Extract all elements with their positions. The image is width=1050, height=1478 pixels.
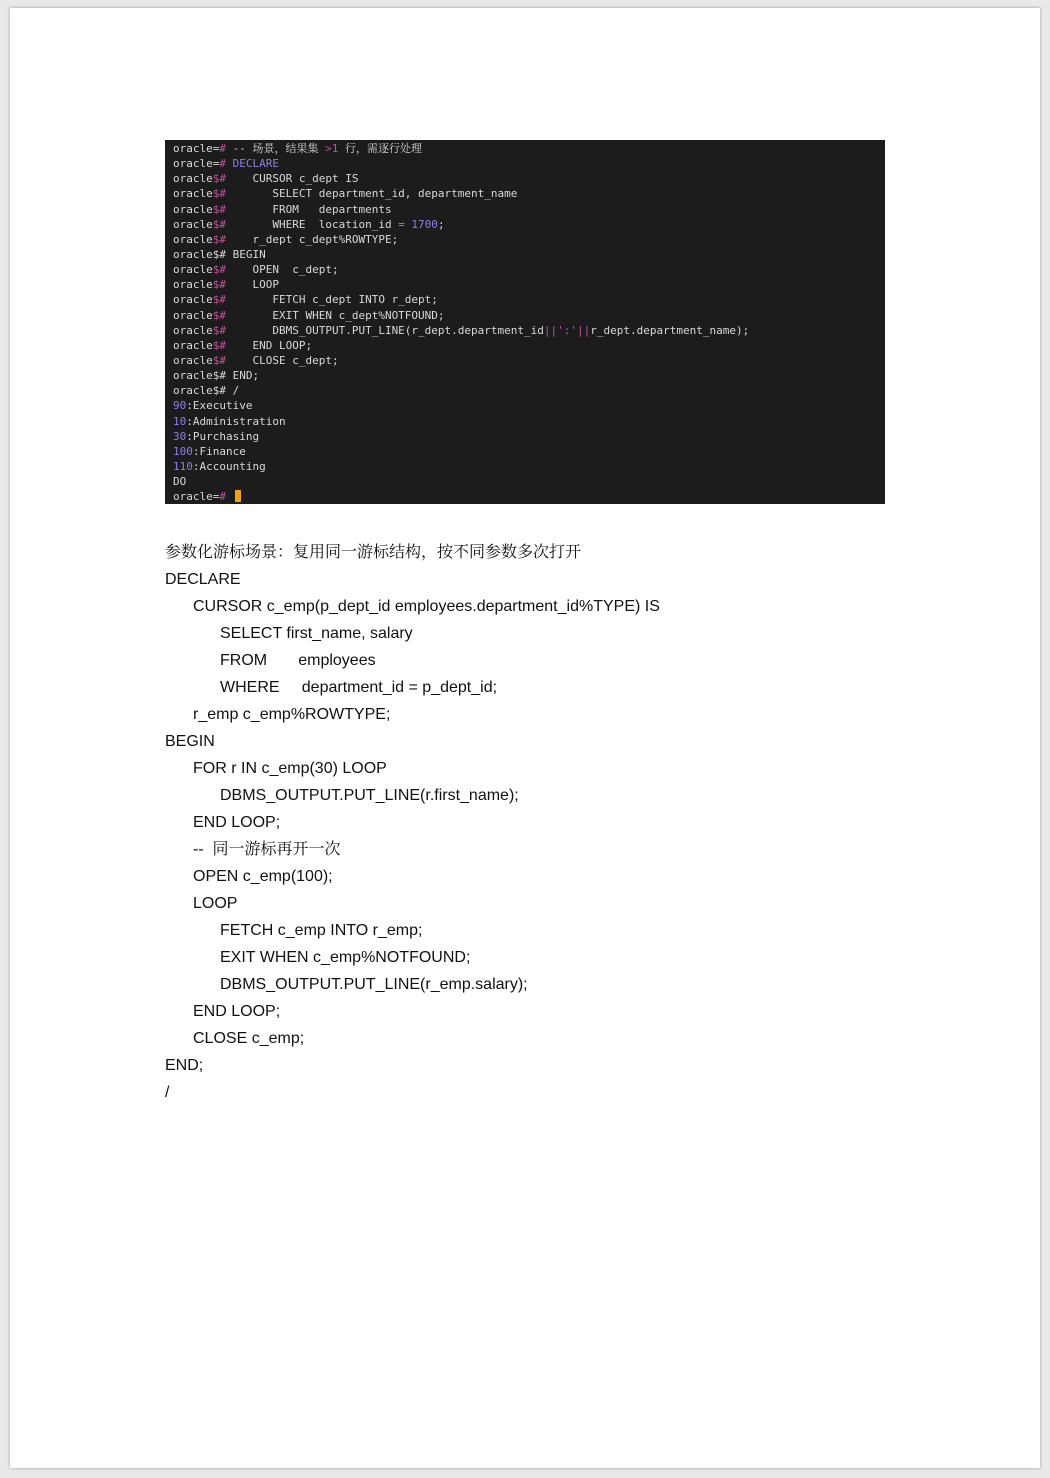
- code-line: END;: [165, 1057, 204, 1074]
- terminal-text: WHERE location_id: [226, 217, 399, 231]
- terminal-text: 100: [173, 444, 193, 458]
- code-line: FETCH c_emp INTO r_emp;: [220, 922, 423, 939]
- terminal-line: [173, 323, 885, 338]
- terminal-text: oracle: [173, 353, 213, 367]
- terminal-text: CLOSE c_dept;: [226, 353, 339, 367]
- terminal-text: DO: [173, 475, 187, 489]
- code-line: CURSOR c_emp(p_dept_id employees.department_id%TYPE) IS: [193, 598, 660, 615]
- terminal-text: oracle: [173, 323, 213, 337]
- terminal-text: DECLARE: [232, 157, 279, 171]
- terminal-text: CURSOR c_dept IS: [226, 172, 359, 186]
- terminal-text: ;: [437, 217, 445, 231]
- terminal-line: [173, 217, 885, 232]
- code-line: END LOOP;: [193, 1003, 281, 1020]
- terminal-text: FROM departments: [226, 202, 392, 216]
- terminal-screenshot: [165, 140, 885, 504]
- terminal-text: #: [219, 157, 233, 171]
- terminal-text: $#: [212, 338, 226, 352]
- terminal-line: [173, 277, 885, 292]
- terminal-text: OPEN c_dept;: [226, 263, 339, 277]
- terminal-text: oracle$# END;: [173, 369, 260, 383]
- terminal-text: $#: [212, 278, 226, 292]
- terminal-text: END LOOP;: [226, 338, 313, 352]
- terminal-text: 10: [173, 414, 187, 428]
- terminal-text: >1: [325, 142, 339, 155]
- terminal-text: :Accounting: [192, 459, 266, 473]
- terminal-text: oracle: [173, 217, 213, 231]
- terminal-line: [173, 474, 885, 489]
- terminal-prompt: oracle=: [173, 490, 220, 504]
- terminal-line: [173, 338, 885, 353]
- code-line: SELECT first_name, salary: [220, 625, 413, 642]
- terminal-text: $#: [212, 217, 226, 231]
- code-line: -- 同一游标再开一次: [193, 841, 341, 858]
- code-line: EXIT WHEN c_emp%NOTFOUND;: [220, 949, 471, 966]
- terminal-text: 行，需逐行处理: [338, 142, 422, 155]
- terminal-line: [173, 247, 885, 262]
- terminal-line: [173, 383, 885, 398]
- terminal-text: r_dept.department_name);: [590, 323, 750, 337]
- terminal-text: $#: [212, 172, 226, 186]
- terminal-line: [173, 232, 885, 247]
- terminal-text: LOOP: [226, 278, 279, 292]
- code-line: OPEN c_emp(100);: [193, 868, 333, 885]
- terminal-text: $#: [212, 187, 226, 201]
- terminal-text: :Administration: [186, 414, 286, 428]
- code-line: DBMS_OUTPUT.PUT_LINE(r_emp.salary);: [220, 976, 528, 993]
- terminal-text: $#: [212, 323, 226, 337]
- terminal-text: oracle: [173, 172, 213, 186]
- terminal-text: $#: [212, 232, 226, 246]
- code-line: BEGIN: [165, 733, 215, 750]
- terminal-text: oracle=: [173, 157, 220, 171]
- terminal-cursor: [235, 490, 241, 502]
- terminal-text: DBMS_OUTPUT.PUT_LINE(r_dept.department_id: [226, 323, 544, 337]
- terminal-line: [173, 292, 885, 307]
- terminal-line: [173, 202, 885, 217]
- terminal-text: :Executive: [186, 399, 253, 413]
- terminal-line: [173, 171, 885, 186]
- terminal-line: [173, 308, 885, 323]
- code-line: DBMS_OUTPUT.PUT_LINE(r.first_name);: [220, 787, 519, 804]
- terminal-line: [173, 353, 885, 368]
- terminal-text: = 1700: [398, 217, 438, 231]
- terminal-line: [173, 156, 885, 171]
- terminal-text: :Finance: [192, 444, 246, 458]
- terminal-prompt-line[interactable]: [173, 489, 885, 504]
- code-line: /: [165, 1084, 170, 1101]
- terminal-text: $#: [212, 353, 226, 367]
- terminal-line: [173, 368, 885, 383]
- terminal-text: oracle: [173, 278, 213, 292]
- terminal-text: oracle: [173, 338, 213, 352]
- terminal-text: oracle: [173, 263, 213, 277]
- terminal-line: [173, 429, 885, 444]
- terminal-line: [173, 459, 885, 474]
- terminal-text: #: [219, 142, 233, 155]
- terminal-text: oracle: [173, 308, 213, 322]
- terminal-line: [173, 398, 885, 413]
- code-line: DECLARE: [165, 571, 241, 588]
- terminal-text: $#: [212, 293, 226, 307]
- terminal-line: [173, 414, 885, 429]
- terminal-text: oracle=: [173, 142, 220, 155]
- terminal-text: oracle: [173, 202, 213, 216]
- terminal-line: [173, 141, 885, 156]
- terminal-text: oracle: [173, 187, 213, 201]
- terminal-text: -- 场景，结果集: [232, 142, 326, 155]
- terminal-text: 30: [173, 429, 187, 443]
- document-body: [165, 539, 660, 1106]
- terminal-text: 110: [173, 459, 193, 473]
- terminal-text: $#: [212, 202, 226, 216]
- terminal-text: EXIT WHEN c_dept%NOTFOUND;: [226, 308, 445, 322]
- terminal-text: :Purchasing: [186, 429, 260, 443]
- terminal-text: ||':'||: [543, 323, 591, 337]
- code-line: WHERE department_id = p_dept_id;: [220, 679, 498, 696]
- code-line: FROM employees: [220, 652, 376, 669]
- terminal-text: SELECT department_id, department_name: [226, 187, 518, 201]
- terminal-text: oracle: [173, 232, 213, 246]
- terminal-text: FETCH c_dept INTO r_dept;: [226, 293, 438, 307]
- terminal-prompt: #: [219, 490, 233, 504]
- code-line: CLOSE c_emp;: [193, 1030, 305, 1047]
- code-line: FOR r IN c_emp(30) LOOP: [193, 760, 387, 777]
- terminal-text: oracle$# /: [173, 384, 240, 398]
- terminal-text: 90: [173, 399, 187, 413]
- code-line: END LOOP;: [193, 814, 281, 831]
- terminal-text: oracle$# BEGIN: [173, 247, 266, 261]
- terminal-text: r_dept c_dept%ROWTYPE;: [226, 232, 399, 246]
- code-line: LOOP: [193, 895, 238, 912]
- terminal-text: $#: [212, 308, 226, 322]
- terminal-line: [173, 262, 885, 277]
- terminal-text: oracle: [173, 293, 213, 307]
- terminal-text: $#: [212, 263, 226, 277]
- section-heading: 参数化游标场景：复用同一游标结构，按不同参数多次打开: [165, 544, 582, 561]
- code-line: r_emp c_emp%ROWTYPE;: [193, 706, 391, 723]
- terminal-line: [173, 444, 885, 459]
- terminal-line: [173, 186, 885, 201]
